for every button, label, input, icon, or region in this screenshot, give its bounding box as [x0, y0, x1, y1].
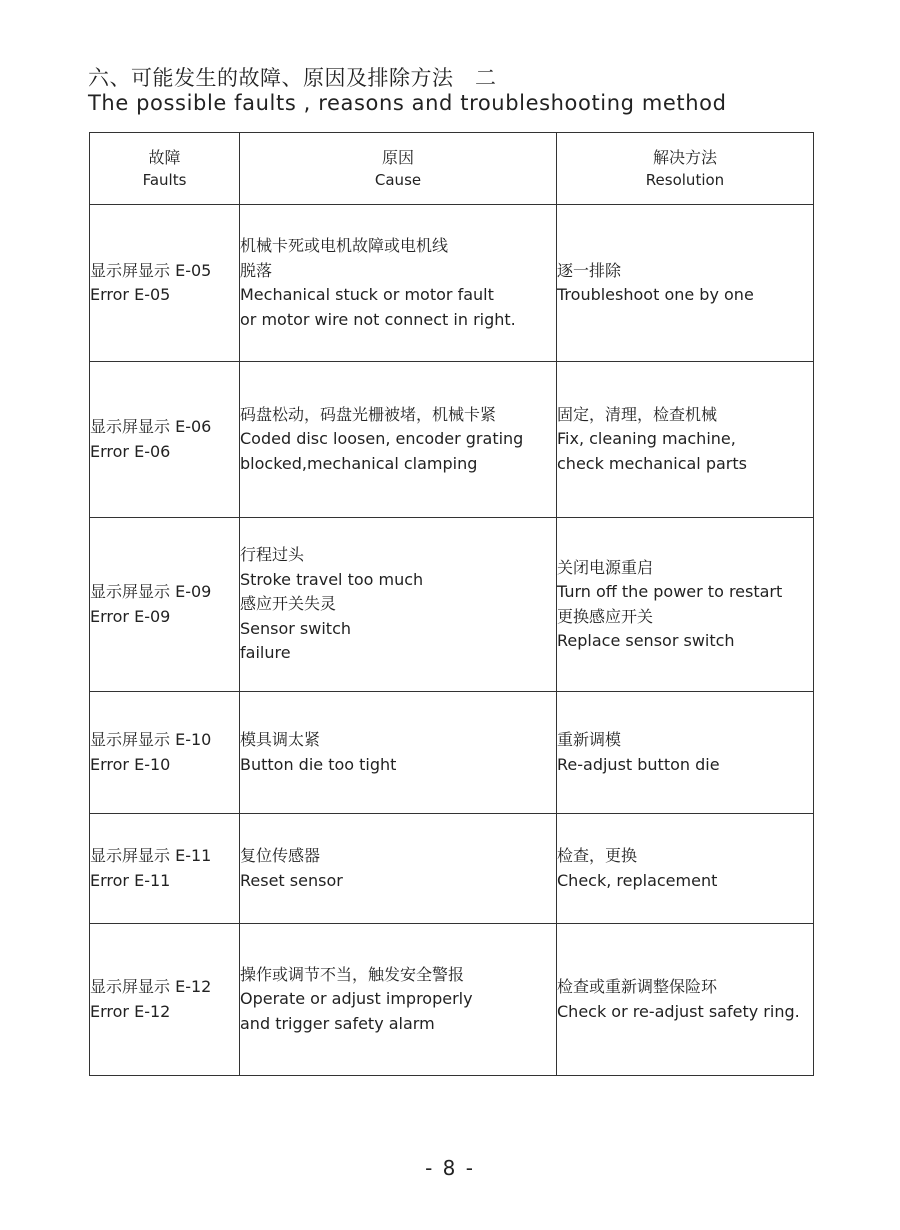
- resolution-text: 固定，清理，检查机械: [557, 404, 718, 424]
- header-cause-en: Cause: [374, 170, 422, 189]
- resolution-text: Fix, cleaning machine,: [557, 429, 736, 449]
- cause-text: 行程过头: [240, 545, 305, 565]
- cause-cell: [240, 362, 557, 518]
- fault-text: Error E-10: [90, 754, 171, 774]
- cause-cell: [240, 814, 557, 924]
- fault-text: Error E-05: [90, 285, 171, 304]
- cause-cell: [240, 205, 557, 362]
- fault-text: 显示屏显示 E-06: [90, 417, 212, 436]
- header-cause-cn: 原因: [381, 147, 414, 167]
- fault-text: 显示屏显示 E-11: [90, 846, 212, 865]
- table-header-row: [90, 133, 814, 205]
- cause-text: 模具调太紧: [240, 730, 321, 749]
- cause-text: 脱落: [240, 260, 273, 280]
- resolution-cell: [557, 924, 814, 1076]
- cause-text: Stroke travel too much: [240, 569, 424, 589]
- resolution-text: 检查，更换: [557, 846, 638, 865]
- cause-text: Reset sensor: [240, 870, 343, 890]
- cause-text: blocked,mechanical clamping: [240, 453, 478, 473]
- cause-text: Sensor switch: [240, 618, 352, 638]
- faults-table: [89, 132, 814, 1076]
- header-resolution-cn: 解决方法: [652, 147, 717, 167]
- resolution-text: 关闭电源重启: [557, 557, 654, 577]
- table-row: [90, 814, 814, 924]
- cause-text: 感应开关失灵: [240, 594, 337, 614]
- fault-cell: [90, 518, 240, 692]
- table-row: [90, 205, 814, 362]
- header-resolution-en: Resolution: [645, 170, 725, 189]
- resolution-text: 更换感应开关: [557, 606, 654, 626]
- fault-cell: [90, 924, 240, 1076]
- header-faults: [90, 133, 240, 205]
- fault-text: 显示屏显示 E-05: [90, 260, 212, 280]
- resolution-text: 逐一排除: [557, 260, 622, 280]
- resolution-text: Re-adjust button die: [557, 754, 720, 774]
- table-row: [90, 362, 814, 518]
- cause-text: Operate or adjust improperly: [240, 989, 473, 1009]
- fault-cell: [90, 205, 240, 362]
- resolution-text: Check or re-adjust safety ring.: [557, 1001, 800, 1021]
- header-resolution: [557, 133, 814, 205]
- cause-cell: [240, 692, 557, 814]
- resolution-cell: [557, 518, 814, 692]
- fault-cell: [90, 692, 240, 814]
- cause-text: 操作或调节不当，触发安全警报: [240, 964, 465, 984]
- resolution-cell: [557, 205, 814, 362]
- fault-text: Error E-09: [90, 606, 171, 626]
- header-cause: [240, 133, 557, 205]
- resolution-cell: [557, 362, 814, 518]
- resolution-text: check mechanical parts: [557, 453, 747, 473]
- cause-text: and trigger safety alarm: [240, 1013, 435, 1033]
- fault-text: Error E-06: [90, 441, 171, 461]
- fault-text: Error E-12: [90, 1001, 171, 1021]
- fault-cell: [90, 362, 240, 518]
- cause-cell: [240, 518, 557, 692]
- page-number: - 8 -: [425, 1156, 475, 1180]
- resolution-cell: [557, 814, 814, 924]
- cause-text: or motor wire not connect in right.: [240, 309, 516, 329]
- cause-text: 码盘松动，码盘光栅被堵，机械卡紧: [240, 404, 497, 424]
- table-row: [90, 692, 814, 814]
- page-title-chinese: 六、可能发生的故障、原因及排除方法 二: [88, 66, 497, 90]
- resolution-text: 重新调模: [557, 730, 622, 749]
- fault-cell: [90, 814, 240, 924]
- fault-text: 显示屏显示 E-10: [90, 730, 212, 749]
- fault-text: 显示屏显示 E-09: [90, 582, 212, 601]
- fault-text: Error E-11: [90, 870, 171, 890]
- cause-text: failure: [240, 643, 291, 663]
- cause-cell: [240, 924, 557, 1076]
- cause-text: Coded disc loosen, encoder grating: [240, 429, 524, 449]
- resolution-cell: [557, 692, 814, 814]
- table-row: [90, 518, 814, 692]
- cause-text: 复位传感器: [240, 846, 321, 865]
- resolution-text: Check, replacement: [557, 870, 718, 890]
- cause-text: 机械卡死或电机故障或电机线: [240, 236, 449, 255]
- cause-text: Mechanical stuck or motor fault: [240, 285, 494, 304]
- cause-text: Button die too tight: [240, 754, 397, 774]
- resolution-text: Replace sensor switch: [557, 631, 735, 650]
- header-faults-cn: 故障: [148, 147, 181, 167]
- fault-text: 显示屏显示 E-12: [90, 977, 212, 996]
- table-row: [90, 924, 814, 1076]
- resolution-text: Turn off the power to restart: [557, 582, 783, 601]
- resolution-text: 检查或重新调整保险环: [557, 977, 718, 996]
- resolution-text: Troubleshoot one by one: [557, 285, 754, 304]
- header-faults-en: Faults: [142, 170, 187, 189]
- page-title-english: The possible faults , reasons and troubleshooting method: [88, 91, 727, 115]
